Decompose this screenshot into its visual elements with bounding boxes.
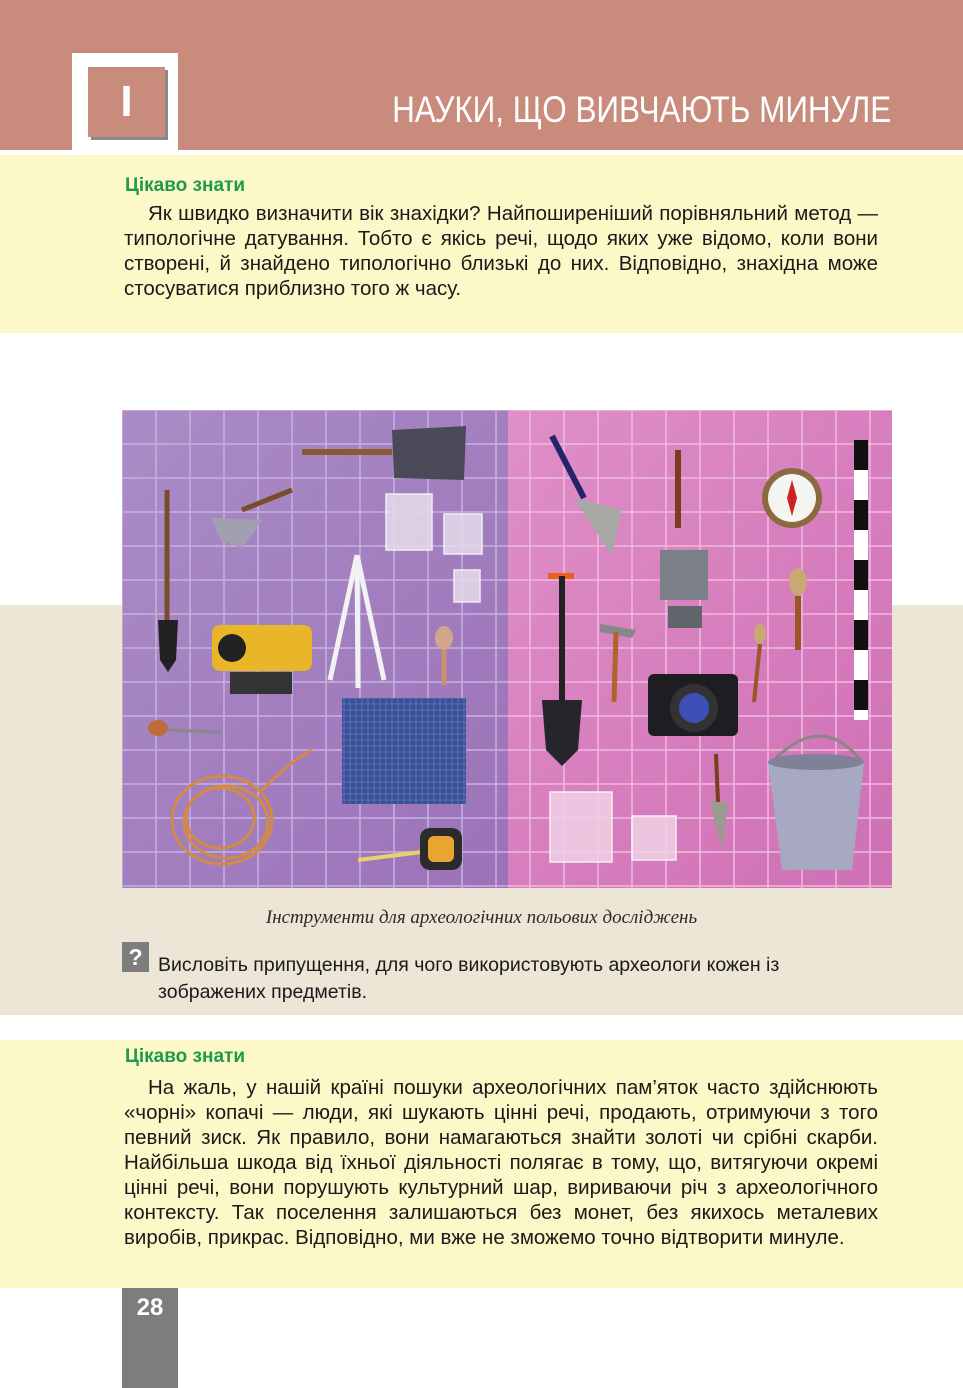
note-heading: Цікаво знати <box>125 1046 246 1067</box>
page-number: 28 <box>136 1294 164 1321</box>
note-paragraph: Як швидко визначити вік знахідки? Найпоширеніший порівняльний метод — типологічне датування. Тобто є якісь речі, щодо яких уже відомо, коли вони створені, й знайдено типологічно близькі до них. Відповідно, знахідна може стосуватися приблизно того ж часу. <box>124 202 878 300</box>
question-text: Висловіть припущення, для чого використовують археологи кожен із зображених предметів. <box>158 954 780 1003</box>
note-heading: Цікаво знати <box>125 175 246 196</box>
chapter-number: I <box>120 77 133 126</box>
note-paragraph: На жаль, у нашій країні пошуки археологічних пам’яток часто здійснюють «чорні» копачі — люди, які шукають цінні речі, продають, отримуючи з того певний зиск. Як правило, вони намагаються знайти золоті чи срібні скарби. Найбільша шкода від їхньої діяльності полягає в тому, що, витягуючи окремі цінні речі, вони порушують культурний шар, вириваючи річ з археологічного контексту. Так поселення залишаються без монет, без якихось металевих виробів, прикрас. Відповідно, ми вже не зможемо точно відтворити минуле. <box>124 1076 878 1249</box>
note-text <box>124 1075 878 1250</box>
interesting-fact-box-top <box>0 155 963 333</box>
compass-icon <box>762 468 822 528</box>
note-text <box>124 201 878 301</box>
chapter-title: НАУКИ, ЩО ВИВЧАЮТЬ МИНУЛЕ <box>391 89 891 130</box>
scale-bar-icon <box>854 440 868 720</box>
figure-caption: Інструменти для археологічних польових досліджень <box>265 907 698 928</box>
question-icon: ? <box>122 942 149 972</box>
interesting-fact-box-bottom <box>0 1040 963 1288</box>
camera-icon <box>648 674 738 736</box>
grid-sheet-icon <box>342 698 466 804</box>
archaeological-tools-photo <box>122 410 892 888</box>
